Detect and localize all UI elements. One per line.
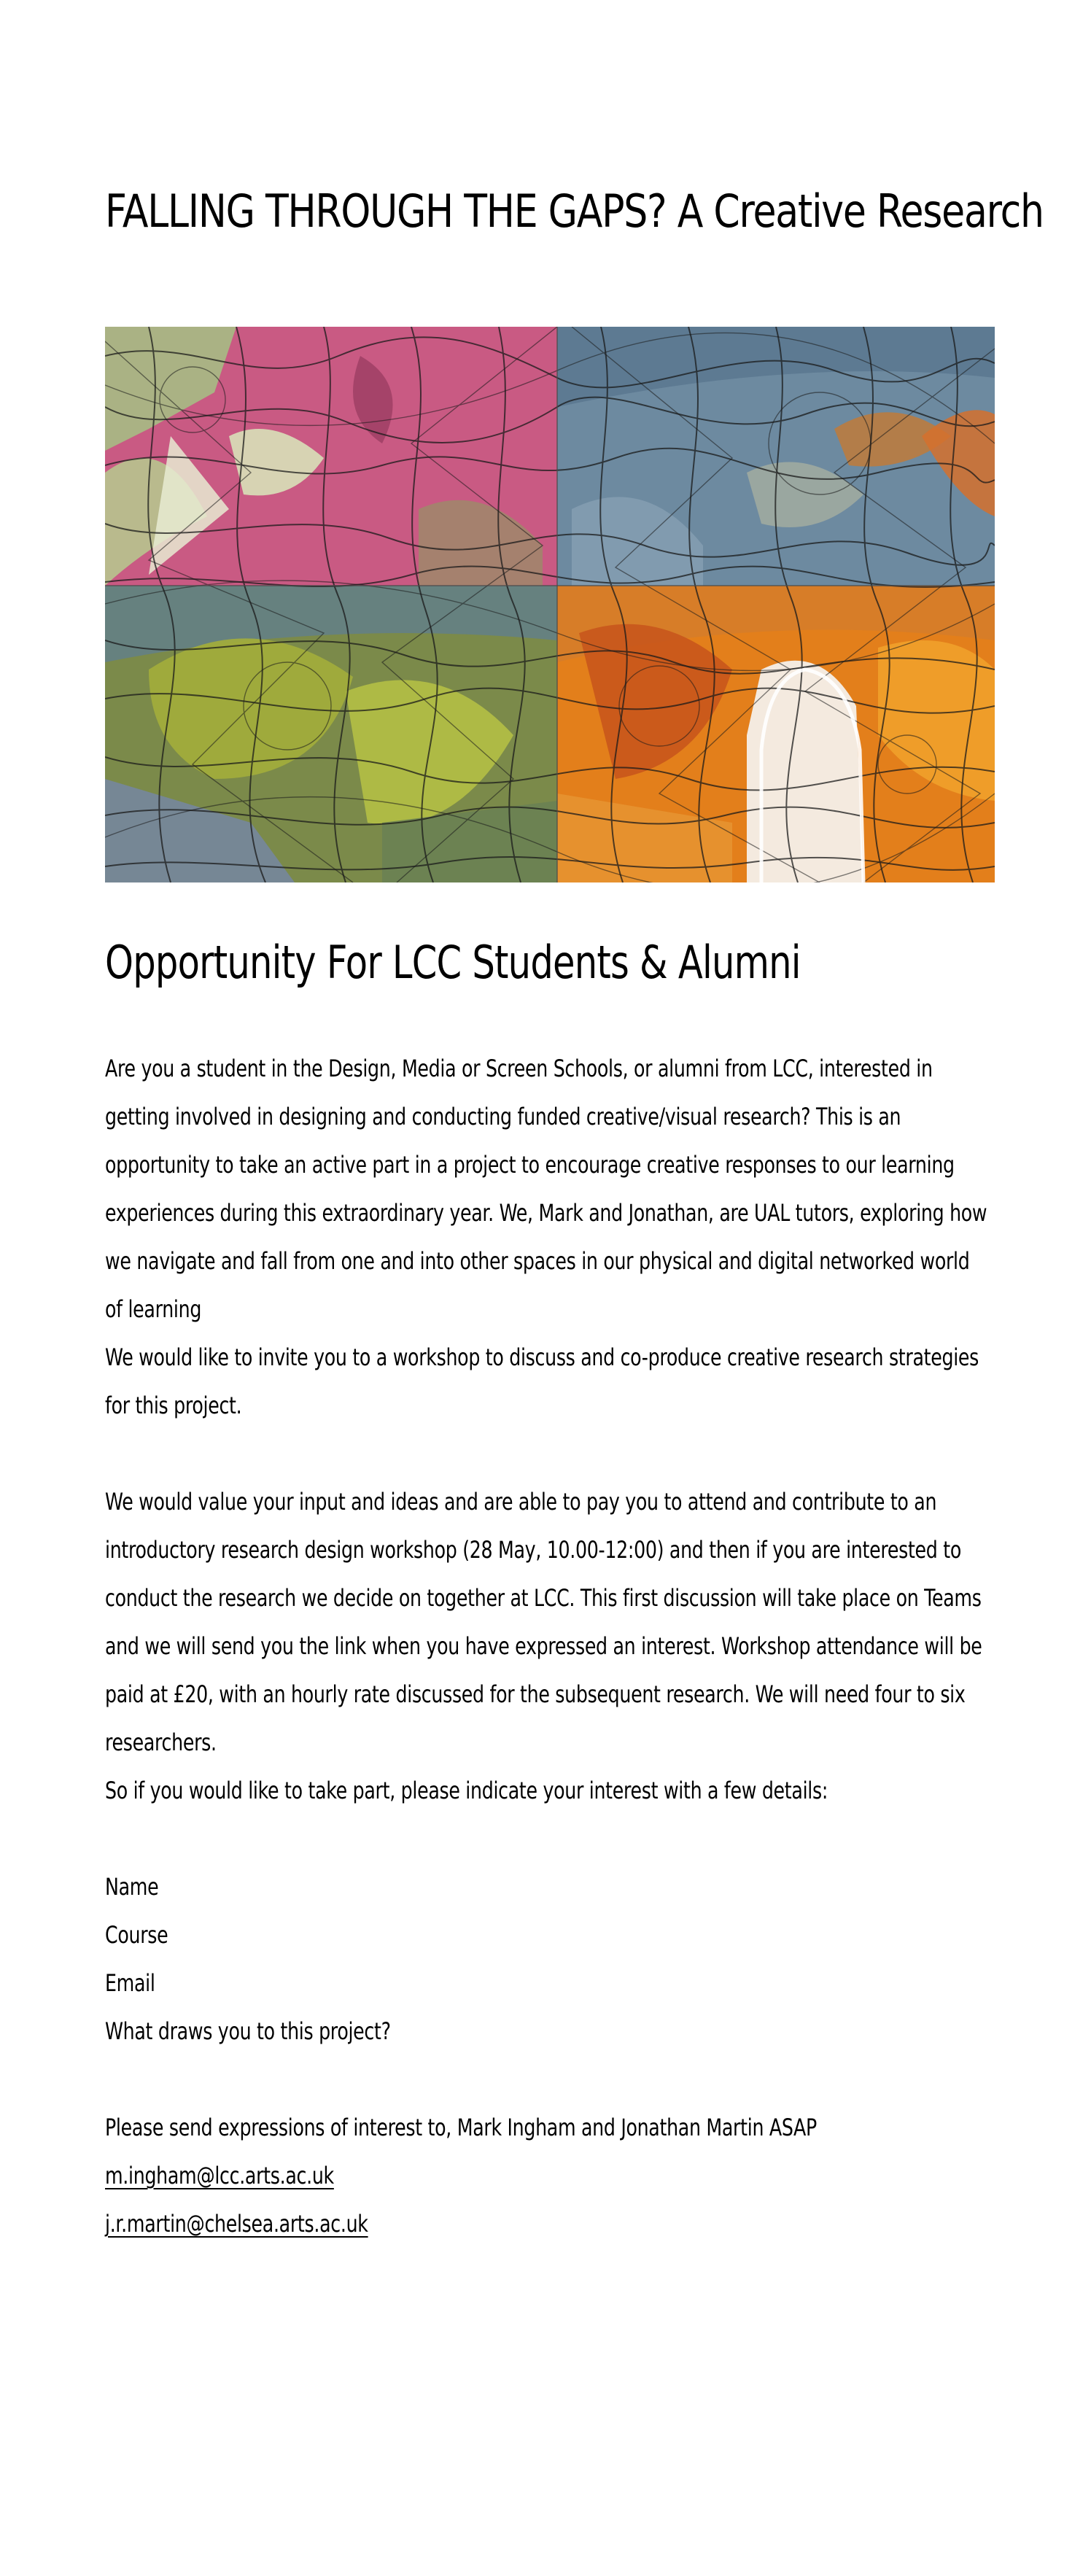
paragraph-text: Are you a student in the Design, Media or Screen Schools, or alumni from LCC, interested in getting involved in designing and conducting funded creative/visual research? This is an opportunity to take an active part in a project to encourage creative responses to our learning experiences during this extraordinary year. We, Mark and Jonathan, are UAL tutors, exploring how we navigate and fall from one and into other spaces in our physical and digital networked world of learning (105, 1055, 987, 1323)
intro-paragraph (105, 1044, 993, 1333)
email-link-martin[interactable]: j.r.martin@chelsea.arts.ac.uk (105, 2210, 368, 2238)
details-item-name: Name (105, 1873, 159, 1901)
email-link-ingham[interactable]: m.ingham@lcc.arts.ac.uk (105, 2162, 334, 2189)
contact-block (105, 2103, 993, 2248)
paragraph-text: We would value your input and ideas and are able to pay you to attend and contribute to an introductory research design workshop (28 May, 10.00-12:00) and then if you are interested to conduct the research we decide on together at LCC. This first discussion will take place on Teams and we will send you the link when you have expressed an interest. Workshop attendance will be paid at £20, with an hourly rate discussed for the subsequent research. We will need four to six researchers. (105, 1488, 982, 1756)
contact-text: Please send expressions of interest to, Mark Ingham and Jonathan Martin ASAP (105, 2114, 817, 2141)
payment-paragraph (105, 1478, 993, 1766)
email-line-1 (105, 2152, 993, 2200)
hero-artwork-image (105, 327, 995, 882)
paragraph-text: So if you would like to take part, please indicate your interest with a few details: (105, 1777, 828, 1804)
details-item-motivation: What draws you to this project? (105, 2017, 391, 2045)
page-title: FALLING THROUGH THE GAPS? A Creative Research (105, 185, 1044, 238)
paragraph-text: We would like to invite you to a workshop to discuss and co-produce creative research strategies for this project. (105, 1343, 979, 1419)
details-item-email: Email (105, 1969, 155, 1997)
email-line-2 (105, 2200, 993, 2248)
section-heading: Opportunity For LCC Students & Alumni (105, 936, 801, 989)
details-list (105, 1863, 993, 2055)
invite-paragraph (105, 1333, 993, 1429)
details-item-course: Course (105, 1921, 168, 1949)
call-to-action-paragraph (105, 1766, 993, 1815)
